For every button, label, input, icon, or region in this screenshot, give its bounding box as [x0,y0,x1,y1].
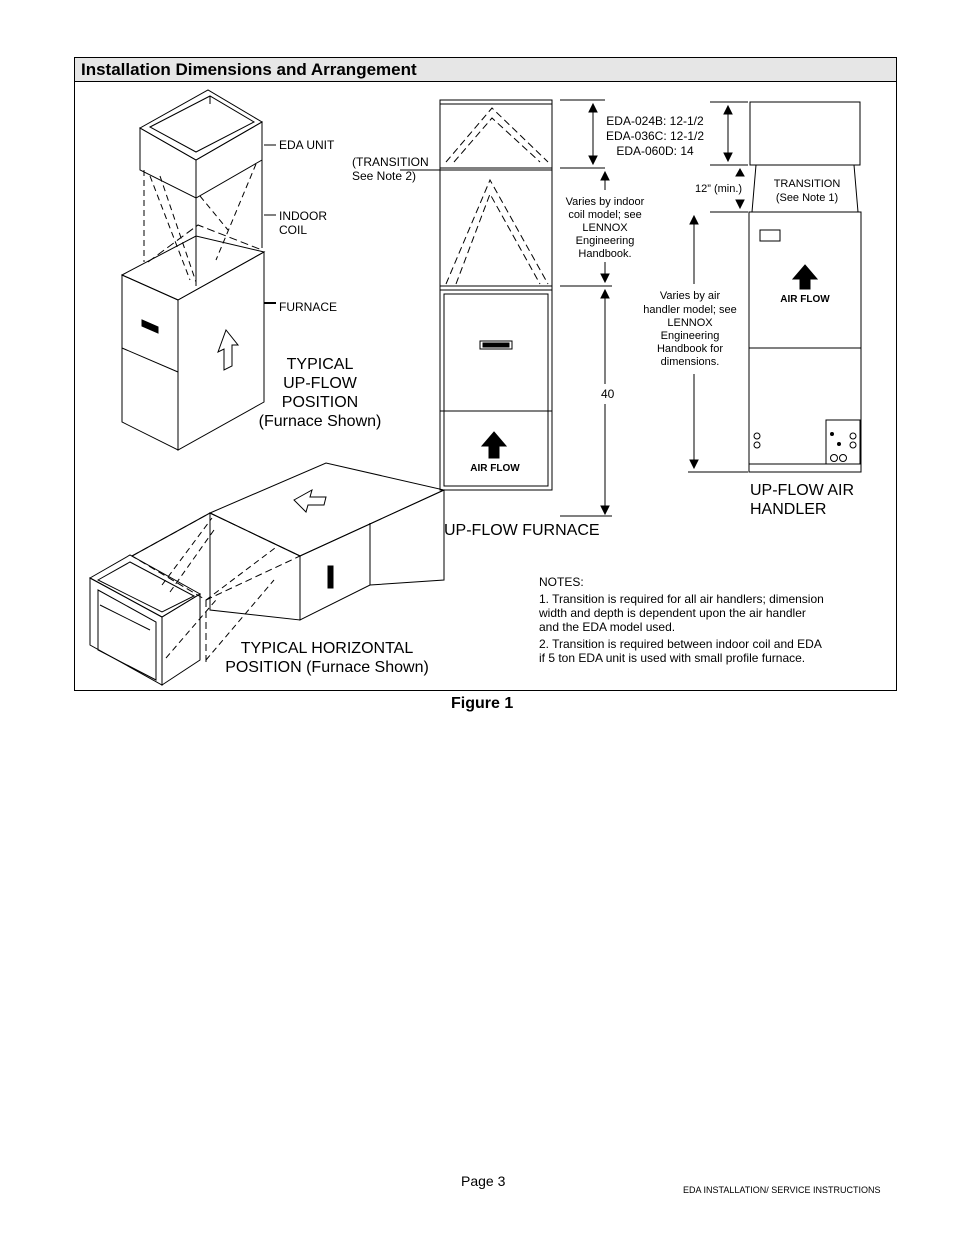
typical-upflow-position-label-line3: POSITION [281,394,359,411]
furnace-air-flow-label: AIR FLOW [470,463,520,474]
typical-upflow-position-label-line2: UP-FLOW [283,375,357,392]
indoor-coil-label-line1: INDOOR [279,209,327,223]
furnace-dimension-lines [400,100,615,516]
page-number: Page 3 [461,1173,506,1189]
upflow-isometric-assembly [122,90,264,450]
note2-line1: 2. Transition is required between indoor coil and EDA [539,637,822,651]
coil-varies-note-line1: Varies by indoor [565,196,645,208]
coil-varies-note-line5: Handbook. [578,248,632,260]
typical-upflow-position-label-line4: (Furnace Shown) [258,413,382,430]
note1-line2: width and depth is dependent upon the air handler [539,606,806,620]
furnace-height-dimension: 40 [601,387,615,401]
min-dimension-label: 12” (min.) [695,183,743,195]
furnace-transition-note-line1: (TRANSITION [352,155,429,169]
air-handler-title-line2: HANDLER [750,501,827,518]
air-handler-varies-note-line5: Handbook for [656,343,724,355]
air-handler-varies-note-line2: handler model; see [643,304,737,316]
note2-line2: if 5 ton EDA unit is used with small profile furnace. [539,651,806,665]
eda-unit-label: EDA UNIT [279,138,335,152]
note1-line3: and the EDA model used. [539,620,676,634]
typical-horizontal-label-line2: POSITION (Furnace Shown) [225,659,429,676]
air-handler-varies-note-line1: Varies by air [659,290,721,302]
eda-dimension-036c: EDA-036C: 12-1/2 [605,129,705,143]
notes-heading: NOTES: [539,575,584,589]
coil-varies-note-line4: Engineering [575,235,635,247]
upflow-furnace-elevation [440,100,552,490]
figure-caption: Figure 1 [451,695,514,712]
air-handler-varies-note-line3: LENNOX [667,317,713,329]
upflow-furnace-title: UP-FLOW FURNACE [444,522,600,539]
upflow-leader-lines [264,145,276,303]
air-handler-varies-note-line6: dimensions. [660,356,720,368]
furnace-transition-note-line2: See Note 2) [352,169,417,183]
furnace-label: FURNACE [279,300,338,314]
eda-dimension-060d: EDA-060D: 14 [616,144,694,158]
typical-horizontal-label-line1: TYPICAL HORIZONTAL [240,640,414,657]
air-handler-title-line1: UP-FLOW AIR [750,482,855,499]
air-handler-transition-note-line1: TRANSITION [773,178,841,190]
footer-doc-title: EDA INSTALLATION/ SERVICE INSTRUCTIONS [683,1185,881,1195]
typical-upflow-position-label-line1: TYPICAL [286,356,354,373]
air-handler-varies-note-line4: Engineering [660,330,720,342]
coil-varies-note-line3: LENNOX [582,222,628,234]
figure-title: Installation Dimensions and Arrangement [81,60,417,79]
air-handler-air-flow-label: AIR FLOW [780,294,830,305]
eda-dimension-024b: EDA-024B: 12-1/2 [606,114,704,128]
air-handler-transition-note-line2: (See Note 1) [775,192,839,204]
coil-varies-note-line2: coil model; see [568,209,642,221]
note1-line1: 1. Transition is required for all air handlers; dimension [539,592,824,606]
indoor-coil-label-line2: COIL [279,223,308,237]
air-handler-elevation [749,102,861,472]
